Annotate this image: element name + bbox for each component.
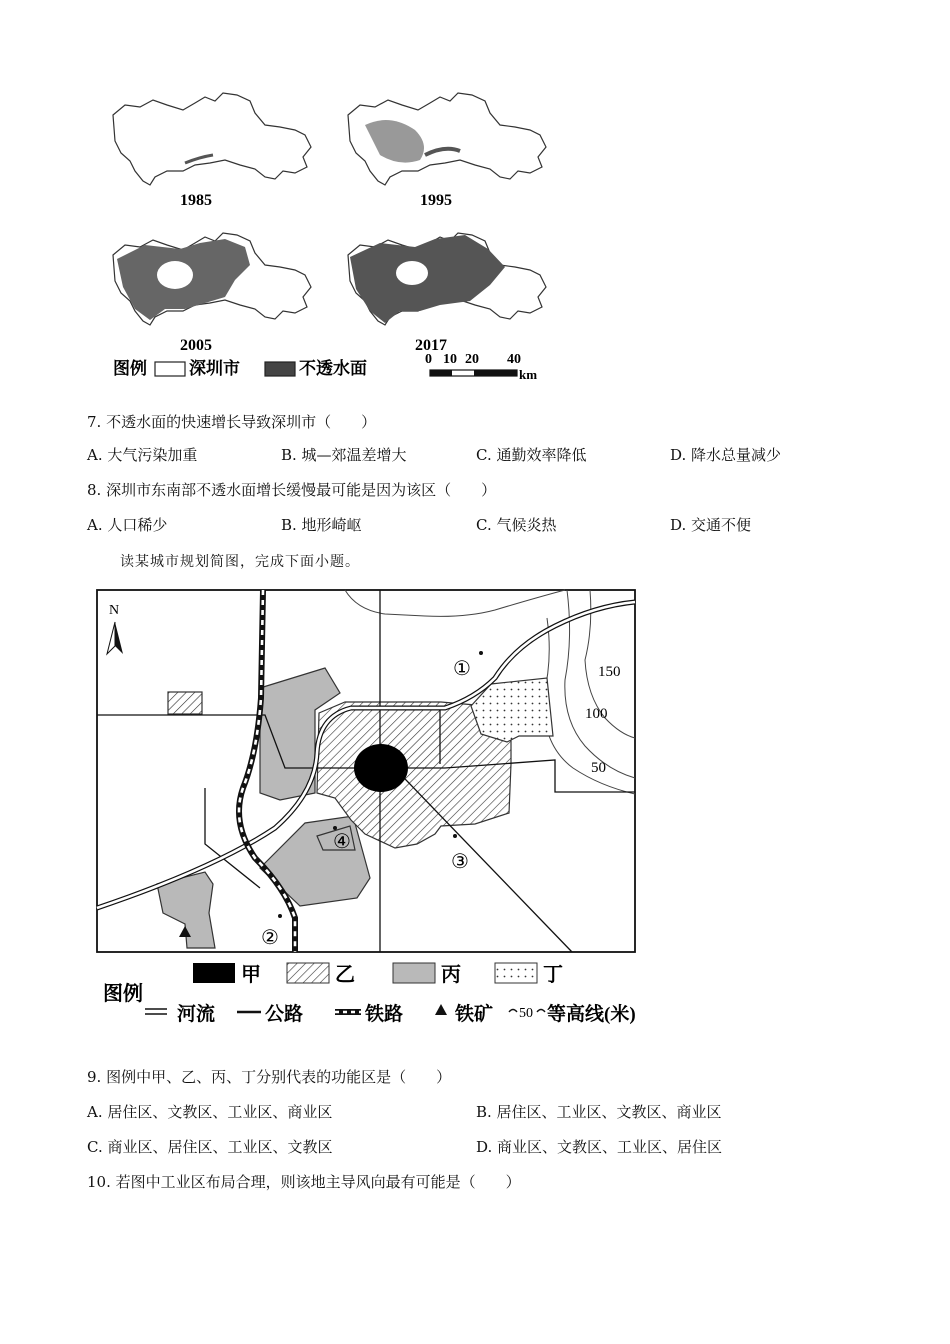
legend-mine-icon <box>435 1004 447 1015</box>
legend-title: 图例 <box>103 983 143 1005</box>
legend-jia: 甲 <box>241 964 261 986</box>
legend-contour-sample: 50 <box>519 1006 533 1021</box>
question-8-option-c: C. 气候炎热 <box>476 516 557 534</box>
city-plan-figure <box>95 588 675 1038</box>
year-label: 1995 <box>420 192 452 209</box>
year-label: 2005 <box>180 337 212 354</box>
legend-mine: 铁矿 <box>455 1004 494 1025</box>
figure1-legend <box>113 358 367 378</box>
year-label: 2017 <box>415 337 447 354</box>
map-1985 <box>113 93 311 209</box>
question-7-option-c: C. 通勤效率降低 <box>476 446 587 464</box>
question-7-option-a: A. 大气污染加重 <box>87 446 198 464</box>
map-2017 <box>348 233 546 354</box>
point-4-label: ④ <box>333 831 351 853</box>
zone-jia-area <box>354 744 408 792</box>
question-7-option-d: D. 降水总量减少 <box>670 446 782 464</box>
shenzhen-maps-figure <box>95 75 565 390</box>
year-label: 1985 <box>180 192 212 209</box>
question-9-option-c: C. 商业区、居住区、工业区、文教区 <box>87 1138 333 1156</box>
question-9-stem: 9. 图例中甲、乙、丙、丁分别代表的功能区是（ ） <box>87 1068 452 1086</box>
lead-in-text: 读某城市规划简图，完成下面小题。 <box>120 554 360 570</box>
legend-swatch-ding <box>495 963 537 983</box>
question-10-stem: 10. 若图中工业区布局合理，则该地主导风向最有可能是（ ） <box>87 1173 521 1191</box>
contour-label: 50 <box>591 760 606 776</box>
question-7-option-b: B. 城—郊温差增大 <box>281 446 407 464</box>
scale-tick: 10 <box>443 352 457 367</box>
scale-tick: 20 <box>465 352 479 367</box>
map-1995 <box>348 93 546 209</box>
question-7-stem: 7. 不透水面的快速增长导致深圳市（ ） <box>87 413 377 431</box>
zone-yi-small <box>168 692 202 714</box>
figure2-legend <box>103 963 636 1025</box>
scale-tick: 0 <box>425 352 432 367</box>
north-label: N <box>109 603 120 618</box>
scale-unit: km <box>519 367 538 382</box>
impervious-swatch <box>265 362 295 376</box>
legend-impervious: 不透水面 <box>299 359 367 378</box>
legend-swatch-jia <box>193 963 235 983</box>
legend-road: 公路 <box>265 1004 304 1025</box>
legend-swatch-bing <box>393 963 435 983</box>
map-2005 <box>113 233 311 354</box>
legend-contour: 等高线(米) <box>547 1004 636 1025</box>
legend-river: 河流 <box>177 1004 216 1025</box>
contour-label: 100 <box>585 706 608 722</box>
city-swatch <box>155 362 185 376</box>
contour-label: 150 <box>598 664 621 680</box>
question-8-option-d: D. 交通不便 <box>670 516 752 534</box>
point-3-label: ③ <box>451 851 469 873</box>
point-2-label: ② <box>261 927 279 949</box>
legend-yi: 乙 <box>335 964 355 986</box>
legend-city: 深圳市 <box>189 359 240 378</box>
legend-ding: 丁 <box>543 964 563 986</box>
scale-bar <box>425 352 537 382</box>
question-9-option-b: B. 居住区、工业区、文教区、商业区 <box>476 1103 722 1121</box>
point-1-label: ① <box>453 658 471 680</box>
legend-title: 图例 <box>113 359 147 378</box>
question-9-option-a: A. 居住区、文教区、工业区、商业区 <box>87 1103 333 1121</box>
question-8-stem: 8. 深圳市东南部不透水面增长缓慢最可能是因为该区（ ） <box>87 481 497 499</box>
question-8-option-b: B. 地形崎岖 <box>281 516 362 534</box>
question-8-option-a: A. 人口稀少 <box>87 516 168 534</box>
scale-tick: 40 <box>507 352 521 367</box>
legend-swatch-yi <box>287 963 329 983</box>
question-9-option-d: D. 商业区、文教区、工业区、居住区 <box>476 1138 723 1156</box>
legend-railway: 铁路 <box>365 1004 404 1025</box>
legend-bing: 丙 <box>441 964 461 986</box>
